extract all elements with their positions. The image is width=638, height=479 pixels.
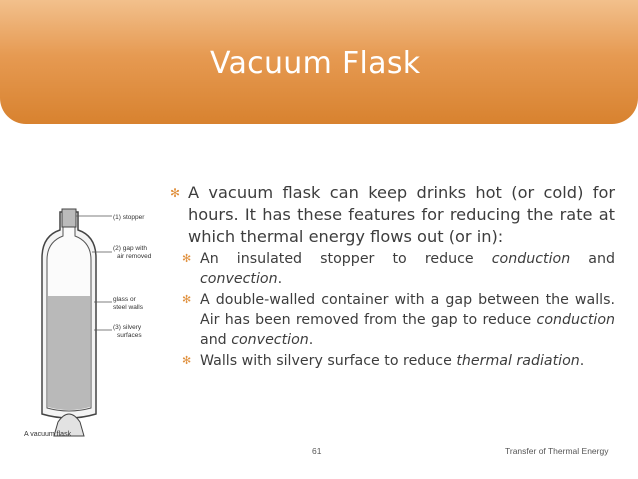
figure-label-gap: (2) gap with xyxy=(113,245,147,252)
sub-bullet-text: A double-walled container with a gap between the walls. Air has been removed from the gap to reduce conduction and convection. xyxy=(200,292,615,348)
figure-label-walls: glass or xyxy=(113,296,136,303)
vacuum-flask-diagram xyxy=(20,200,160,440)
footer-title: Transfer of Thermal Energy xyxy=(505,446,609,456)
main-bullet-text: A vacuum flask can keep drinks hot (or cold) for hours. It has these features for reducing the rate at which thermal energy flows out (or in): xyxy=(188,183,615,246)
figure-label-stopper: (1) stopper xyxy=(113,214,145,221)
flask-stopper xyxy=(62,209,76,227)
figure-label-silvery: (3) silvery xyxy=(113,324,142,331)
sub-bullet-text: Walls with silvery surface to reduce thermal radiation. xyxy=(200,353,585,369)
sub-bullet-list xyxy=(170,249,615,371)
main-bullet xyxy=(170,182,615,248)
sub-bullet xyxy=(182,351,615,371)
page-number: 61 xyxy=(312,446,322,456)
sub-bullet xyxy=(182,249,615,289)
slide-title: Vacuum Flask xyxy=(210,46,421,81)
figure-caption: A vacuum flask xyxy=(24,431,72,438)
bullet-asterisk-icon: ✻ xyxy=(182,252,192,265)
figure-label-walls-2: steel walls xyxy=(113,304,143,311)
sub-bullet-text: An insulated stopper to reduce conduction and convection. xyxy=(200,251,615,287)
bullet-asterisk-icon: ✻ xyxy=(170,186,181,200)
bullet-asterisk-icon: ✻ xyxy=(182,354,192,367)
sub-bullet xyxy=(182,290,615,350)
bullet-list xyxy=(170,182,615,371)
figure-label-silvery-2: surfaces xyxy=(117,332,142,339)
flask-liquid xyxy=(48,296,90,410)
figure-label-gap-2: air removed xyxy=(117,253,152,260)
bullet-asterisk-icon: ✻ xyxy=(182,293,192,306)
